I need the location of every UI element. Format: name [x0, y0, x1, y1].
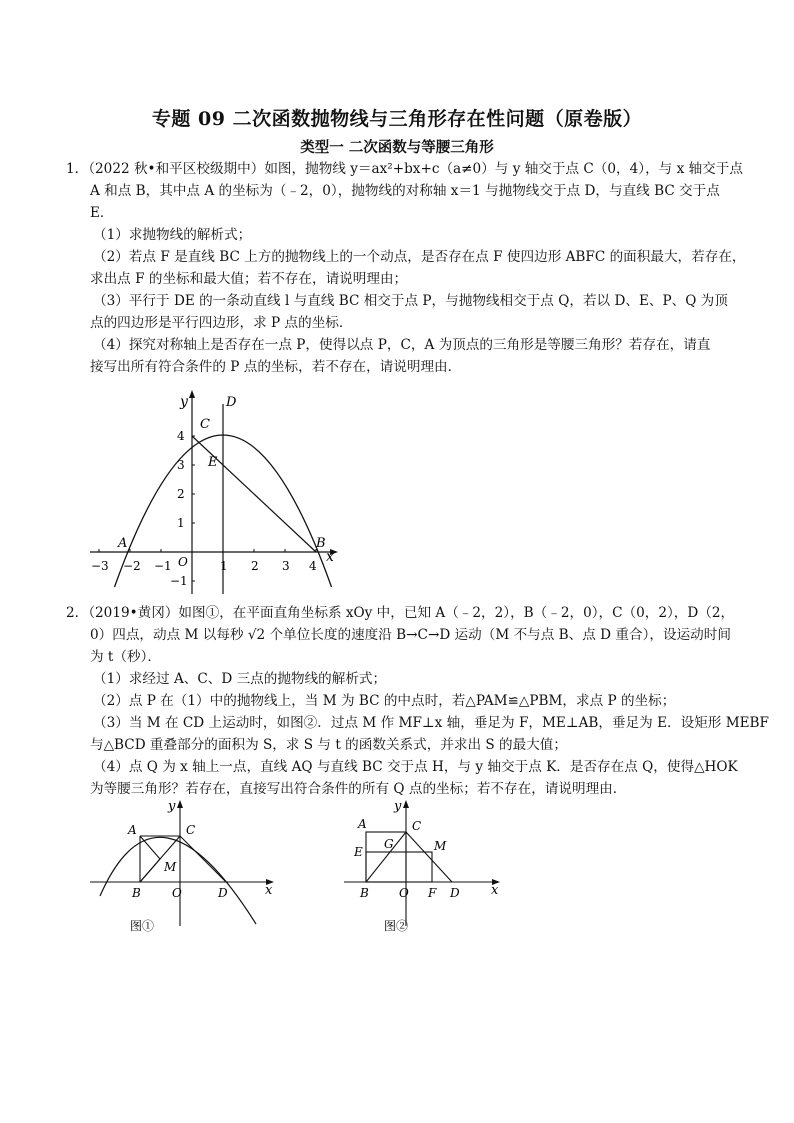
point-label-e: E [208, 455, 218, 470]
x-axis-label: x [491, 883, 499, 898]
point-label-c: C [200, 417, 210, 432]
point-label-c: C [412, 819, 422, 833]
problem2-line: 0）四点，动点 M 以每秒 √2 个单位长度的速度沿 B→C→D 运动（M 不与点 B、点 D 重合），设运动时间 [90, 627, 731, 643]
x-axis-label: x [265, 883, 273, 898]
x-tick-label: 2 [251, 559, 259, 573]
origin-label: O [178, 555, 188, 569]
x-tick-label: 1 [220, 559, 228, 573]
y-tick-label: 2 [177, 487, 185, 501]
point-label-c: C [186, 823, 196, 837]
point-label-f: F [428, 886, 437, 900]
problem1-line: A 和点 B，其中点 A 的坐标为（﹣2，0），抛物线的对称轴 x＝1 与抛物线交于点 D，与直线 BC 交于点 [90, 183, 720, 199]
problem2-line: （3）当 M 在 CD 上运动时，如图②．过点 M 作 MF⊥x 轴，垂足为 F，ME⊥AB，垂足为 E．设矩形 MEBF [93, 715, 769, 731]
x-tick-label: 4 [309, 559, 317, 573]
problem1-line: E． [90, 205, 114, 221]
rectangle-mebf [366, 852, 432, 882]
parabola-curve [100, 837, 256, 924]
segment-mb [140, 859, 160, 882]
problem2-line: （4）点 Q 为 x 轴上一点，直线 AQ 与直线 BC 交于点 H，与 y 轴交于点 K．是否存在点 Q，使得△HOK [93, 759, 738, 775]
problem1-line: 接写出所有符合条件的 P 点的坐标，若不存在，请说明理由． [90, 359, 462, 375]
problem1-line: （1）求抛物线的解析式； [93, 227, 252, 243]
point-label-d: D [226, 395, 237, 410]
y-axis-label: y [394, 799, 402, 814]
problem2-line: 为 t（秒）． [90, 649, 161, 665]
figure-caption: 图① [130, 919, 155, 933]
figure-caption: 图② [384, 919, 409, 933]
line-bc [192, 436, 316, 552]
point-label-d: D [450, 886, 460, 900]
y-tick-label: −1 [170, 574, 188, 588]
problem2-line: （2）点 P 在（1）中的抛物线上，当 M 为 BC 的中点时，若△PAM≌△PBM，求点 P 的坐标； [93, 693, 676, 709]
y-axis-arrow [177, 800, 183, 808]
problem2-figure2 [340, 796, 510, 936]
point-label-a: A [118, 536, 128, 551]
problem2-figure1 [88, 796, 288, 936]
problem1-line: 求出点 F 的坐标和最大值；若不存在，请说明理由； [90, 271, 408, 287]
point-label-b: B [132, 886, 141, 900]
point-label-a: A [128, 823, 137, 837]
problem2-line: 2．（2019•黄冈）如图①，在平面直角坐标系 xOy 中，已知 A（﹣2，2），B（﹣2，0），C（0，2），D（2， [66, 605, 735, 621]
point-label-e: E [354, 845, 363, 859]
point-label-d: D [218, 886, 228, 900]
problem2-line: （1）求经过 A、C、D 三点的抛物线的解析式； [93, 671, 387, 687]
point-label-b: B [316, 536, 326, 551]
y-axis-arrow [403, 800, 409, 808]
point-label-g: G [384, 837, 394, 851]
x-tick-label: 3 [282, 559, 290, 573]
problem1-line: （2）若点 F 是直线 BC 上方的抛物线上的一个动点，是否存在点 F 使四边形 ABFC 的面积最大，若存在， [93, 249, 746, 265]
y-axis-label: y [180, 394, 188, 410]
x-tick-label: −2 [123, 559, 141, 573]
problem1-line: 1．（2022 秋•和平区校级期中）如图，抛物线 y＝ax²+bx+c（a≠0）与 y 轴交于点 C（0，4），与 x 轴交于点 [66, 161, 743, 177]
point-label-a: A [358, 817, 367, 831]
problem1-line: 点的四边形是平行四边形，求 P 点的坐标． [90, 315, 353, 331]
x-tick-label: −1 [154, 559, 172, 573]
problem1-line: （4）探究对称轴上是否存在一点 P，使得以点 P，C，A 为顶点的三角形是等腰三角形？若存在，请直 [93, 337, 711, 353]
y-tick-label: 1 [177, 516, 185, 530]
y-axis-arrow [189, 390, 195, 398]
segment-am [140, 836, 160, 859]
section-subtitle: 类型一 二次函数与等腰三角形 [300, 139, 494, 156]
problem1-line: （3）平行于 DE 的一条动直线 l 与直线 BC 相交于点 P，与抛物线相交于点 Q，若以 D、E、P、Q 为顶 [93, 293, 728, 309]
page-title: 专题 09 二次函数抛物线与三角形存在性问题（原卷版） [151, 108, 643, 130]
y-axis-label: y [168, 799, 176, 814]
problem1-figure [82, 384, 352, 598]
x-tick-label: −3 [91, 559, 109, 573]
y-tick-label: 3 [177, 458, 185, 472]
point-label-m: M [164, 860, 177, 874]
origin-label: O [172, 886, 182, 900]
segment-cd [180, 836, 226, 882]
x-axis-label: x [326, 549, 334, 565]
problem2-line: 为等腰三角形？若存在，直接写出符合条件的所有 Q 点的坐标；若不存在，请说明理由． [90, 781, 627, 797]
origin-label: O [399, 886, 409, 900]
point-label-m: M [434, 839, 447, 853]
y-tick-label: 4 [177, 429, 185, 443]
problem2-line: 与△BCD 重叠部分的面积为 S，求 S 与 t 的函数关系式，并求出 S 的最大值； [90, 737, 567, 753]
point-label-b: B [360, 886, 369, 900]
